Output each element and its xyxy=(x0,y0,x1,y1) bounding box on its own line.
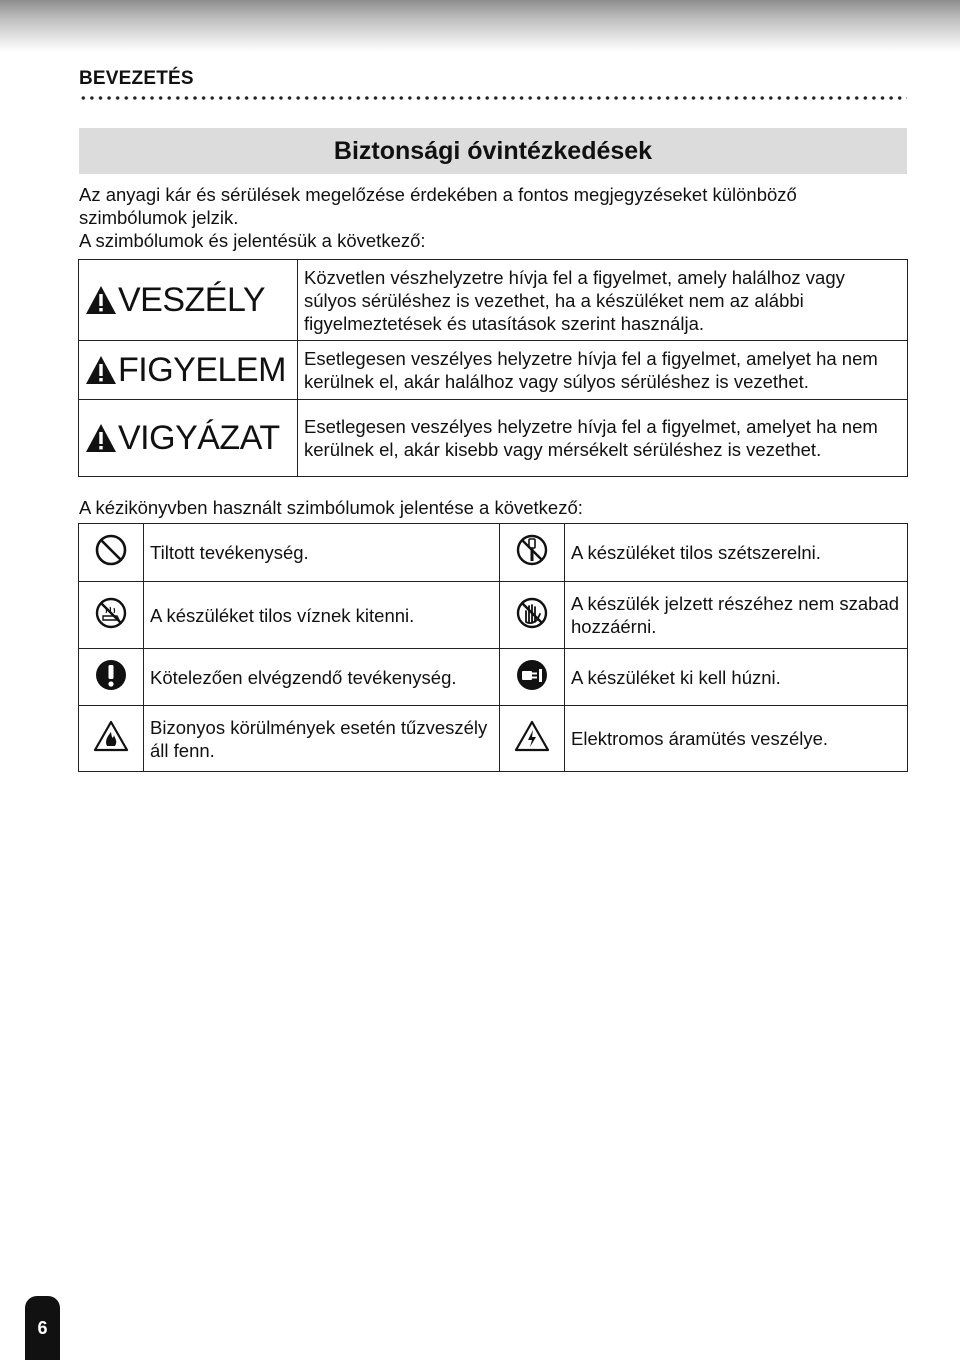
symbol-text-no-water: A készüléket tilos víznek kitenni. xyxy=(144,582,500,649)
dotted-divider xyxy=(79,94,907,102)
intro-text xyxy=(79,183,907,252)
symbols-intro: A kézikönyvben használt szimbólumok jelentése a következő: xyxy=(79,497,583,518)
warning-triangle-icon xyxy=(85,355,117,385)
symbol-text-mandatory: Kötelezően elvégzendő tevékenység. xyxy=(144,649,500,706)
section-label: BEVEZETÉS xyxy=(79,68,194,89)
signal-word-danger: VESZÉLY xyxy=(118,280,266,319)
symbol-text-electric-shock: Elektromos áramütés veszélye. xyxy=(565,706,908,772)
intro-line-2: A szimbólumok és jelentésük a következő: xyxy=(79,230,426,251)
symbol-text-unplug: A készüléket ki kell húzni. xyxy=(565,649,908,706)
symbol-row xyxy=(79,649,908,706)
symbol-legend-table xyxy=(78,523,908,772)
signal-word-caution: VIGYÁZAT xyxy=(118,418,280,457)
signal-desc-danger: Közvetlen vészhelyzetre hívja fel a figyelmet, amely halálhoz vagy súlyos sérüléshez is vezethet, ha a készüléket nem az alábbi figyelmeztetések és utasítások szerint használja. xyxy=(298,260,908,341)
signal-row-caution xyxy=(79,400,908,477)
no-water-icon xyxy=(94,596,128,630)
symbol-row xyxy=(79,524,908,582)
symbol-text-fire-hazard: Bizonyos körülmények esetén tűzveszély áll fenn. xyxy=(144,706,500,772)
unplug-icon xyxy=(515,658,549,692)
signal-desc-warning: Esetlegesen veszélyes helyzetre hívja fel a figyelmet, amelyet ha nem kerülnek el, akár halálhoz vagy súlyos sérüléshez is vezethet. xyxy=(298,341,908,400)
symbol-row xyxy=(79,706,908,772)
page-title: Biztonsági óvintézkedések xyxy=(333,136,653,165)
signal-row-danger xyxy=(79,260,908,341)
signal-row-warning xyxy=(79,341,908,400)
mandatory-action-icon xyxy=(94,658,128,692)
no-disassembly-icon xyxy=(515,533,549,567)
symbol-row xyxy=(79,582,908,649)
electric-shock-icon xyxy=(514,720,550,752)
symbol-text-prohibited: Tiltott tevékenység. xyxy=(144,524,500,582)
signal-desc-caution: Esetlegesen veszélyes helyzetre hívja fel a figyelmet, amelyet ha nem kerülnek el, akár kisebb vagy mérsékelt sérüléshez is vezethet. xyxy=(298,400,908,477)
page-title-bar xyxy=(79,128,907,174)
fire-hazard-icon xyxy=(93,720,129,752)
symbol-text-no-disassembly: A készüléket tilos szétszerelni. xyxy=(565,524,908,582)
signal-word-warning: FIGYELEM xyxy=(118,350,286,389)
symbol-text-no-touch: A készülék jelzett részéhez nem szabad hozzáérni. xyxy=(565,582,908,649)
intro-line-1: Az anyagi kár és sérülések megelőzése érdekében a fontos megjegyzéseket különböző szimbólumok jelzik. xyxy=(79,184,797,228)
page-number-tab xyxy=(25,1296,60,1360)
prohibited-icon xyxy=(94,533,128,567)
warning-triangle-icon xyxy=(85,423,117,453)
header-gradient-band xyxy=(0,0,960,52)
no-touch-icon xyxy=(515,596,549,630)
page-number: 6 xyxy=(37,1317,48,1338)
warning-triangle-icon xyxy=(85,285,117,315)
signal-word-table xyxy=(78,259,908,477)
